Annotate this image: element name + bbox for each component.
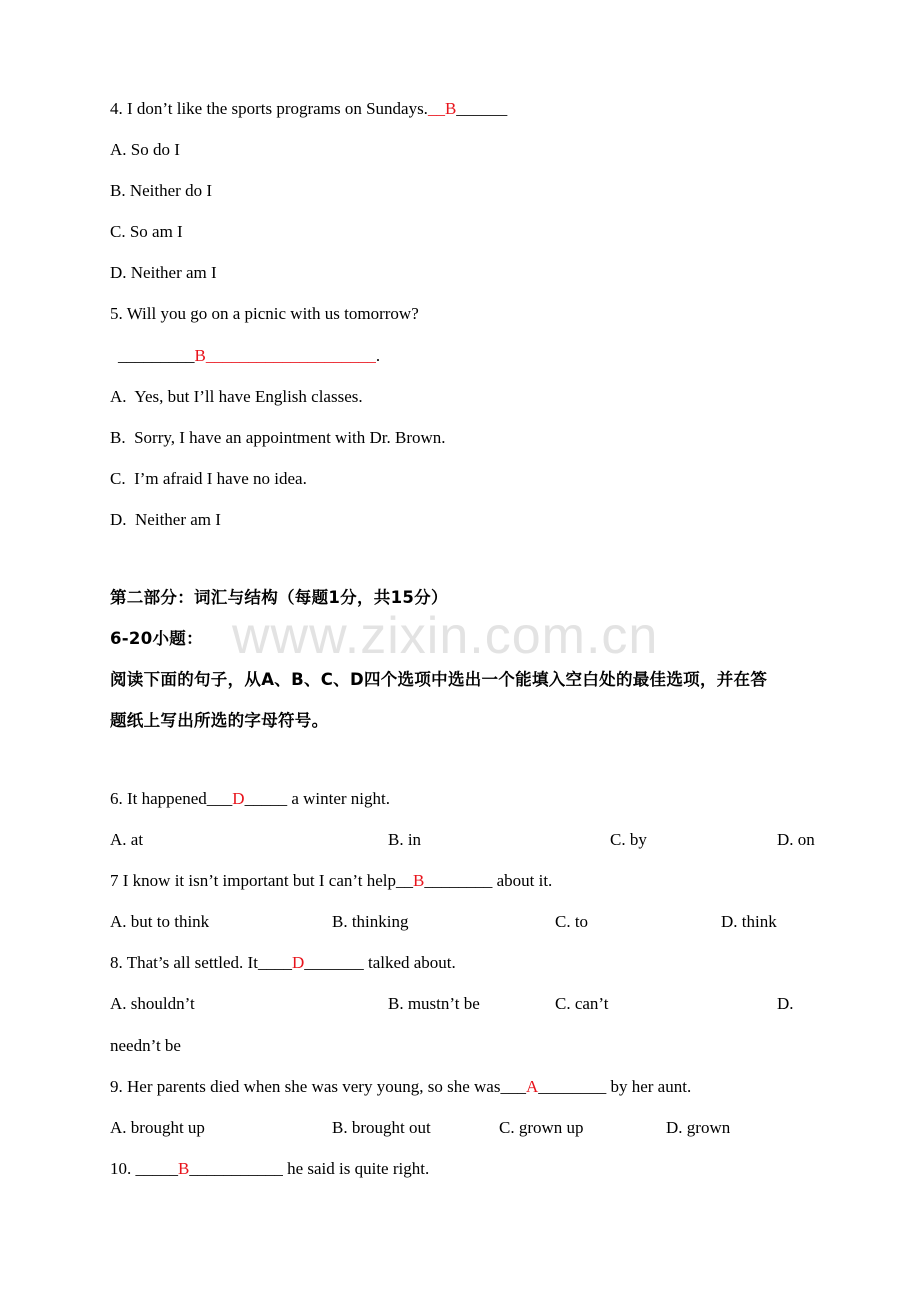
question-7-text: 7 I know it isn’t important but I can’t help (110, 871, 396, 890)
answer-blank: _________ (118, 346, 195, 365)
answer-letter: D (232, 789, 245, 808)
answer-letter: D (291, 953, 305, 972)
question-5-answer-line (118, 345, 380, 367)
question-4-stem (110, 98, 507, 120)
question-4-text: 4. I don’t like the sports programs on Sundays. (110, 99, 428, 118)
question-6-text-end: a winter night. (287, 789, 390, 808)
question-6-option-a: A. at (110, 830, 144, 849)
line-end: . (375, 346, 381, 365)
question-8-option-d-continued: needn’t be (110, 1036, 181, 1055)
question-7-option-a: A. but to think (110, 912, 210, 931)
answer-blank-tail: ____________________ (205, 346, 376, 365)
question-6-option-b: B. in (388, 830, 422, 849)
question-6-option-d: D. on (777, 830, 815, 849)
question-7-option-b: B. thinking (332, 912, 409, 931)
question-8-option-a: A. shouldn’t (110, 994, 195, 1013)
question-9-text-end: by her aunt. (606, 1077, 692, 1096)
answer-letter: B (444, 99, 457, 118)
answer-blank: _____ (135, 1159, 178, 1178)
question-10-text-end: he said is quite right. (282, 1159, 430, 1178)
answer-letter: A (525, 1077, 539, 1096)
answer-blank-tail: _____ (244, 789, 288, 808)
answer-blank-tail: ________ (538, 1077, 607, 1096)
question-7-text-end: about it. (492, 871, 553, 890)
question-8-option-c: C. can’t (555, 994, 609, 1013)
answer-blank: __ (395, 871, 413, 890)
question-8-text-end: talked about. (363, 953, 456, 972)
question-9-option-c: C. grown up (499, 1118, 584, 1137)
question-9-option-b: B. brought out (332, 1118, 431, 1137)
question-9-option-a: A. brought up (110, 1118, 205, 1137)
question-10-number: 10. (110, 1159, 136, 1178)
question-6-stem (110, 788, 390, 810)
answer-blank-tail: _______ (304, 953, 364, 972)
question-6-option-c: C. by (610, 830, 647, 849)
question-5-option-a: A. Yes, but I’ll have English classes. (110, 387, 363, 406)
question-8-option-d: D. (777, 994, 794, 1013)
answer-blank: ____ (257, 953, 292, 972)
question-5-option-d: D. Neither am I (110, 510, 221, 529)
question-4-option-c: C. So am I (110, 222, 183, 241)
answer-blank-tail: ______ (456, 99, 508, 118)
answer-blank: __ (427, 99, 445, 118)
answer-letter: B (178, 1159, 190, 1178)
question-8-option-b: B. mustn’t be (388, 994, 480, 1013)
section-2-instruction-2: 题纸上写出所选的字母符号。 (110, 711, 329, 730)
question-7-stem (110, 870, 552, 892)
answer-letter: B (412, 871, 425, 890)
answer-letter: B (194, 346, 206, 365)
section-2-instruction-1: 阅读下面的句子，从A、B、C、D四个选项中选出一个能填入空白处的最佳选项，并在答 (110, 670, 768, 689)
answer-blank-tail: ___________ (189, 1159, 283, 1178)
question-4-option-d: D. Neither am I (110, 263, 217, 282)
question-7-option-c: C. to (555, 912, 589, 931)
section-2-heading: 第二部分：词汇与结构（每题1分，共15分） (110, 588, 448, 607)
question-9-stem (110, 1076, 691, 1098)
question-5-option-c: C. I’m afraid I have no idea. (110, 469, 307, 488)
question-5-stem: 5. Will you go on a picnic with us tomorrow? (110, 304, 419, 323)
question-4-option-a: A. So do I (110, 140, 180, 159)
answer-blank: ___ (500, 1077, 526, 1096)
question-8-text: 8. That’s all settled. It (110, 953, 258, 972)
answer-blank-tail: ________ (424, 871, 493, 890)
question-6-text: 6. It happened (110, 789, 207, 808)
answer-blank: ___ (206, 789, 233, 808)
question-9-option-d: D. grown (666, 1118, 731, 1137)
section-2-range: 6-20小题： (110, 629, 203, 648)
question-10-stem (110, 1158, 429, 1180)
question-7-option-d: D. think (721, 912, 777, 931)
question-4-option-b: B. Neither do I (110, 181, 212, 200)
question-8-stem (110, 952, 456, 974)
question-5-option-b: B. Sorry, I have an appointment with Dr. Brown. (110, 428, 446, 447)
watermark: www.zixin.com.cn (232, 607, 659, 665)
question-9-text: 9. Her parents died when she was very young, so she was (110, 1077, 501, 1096)
